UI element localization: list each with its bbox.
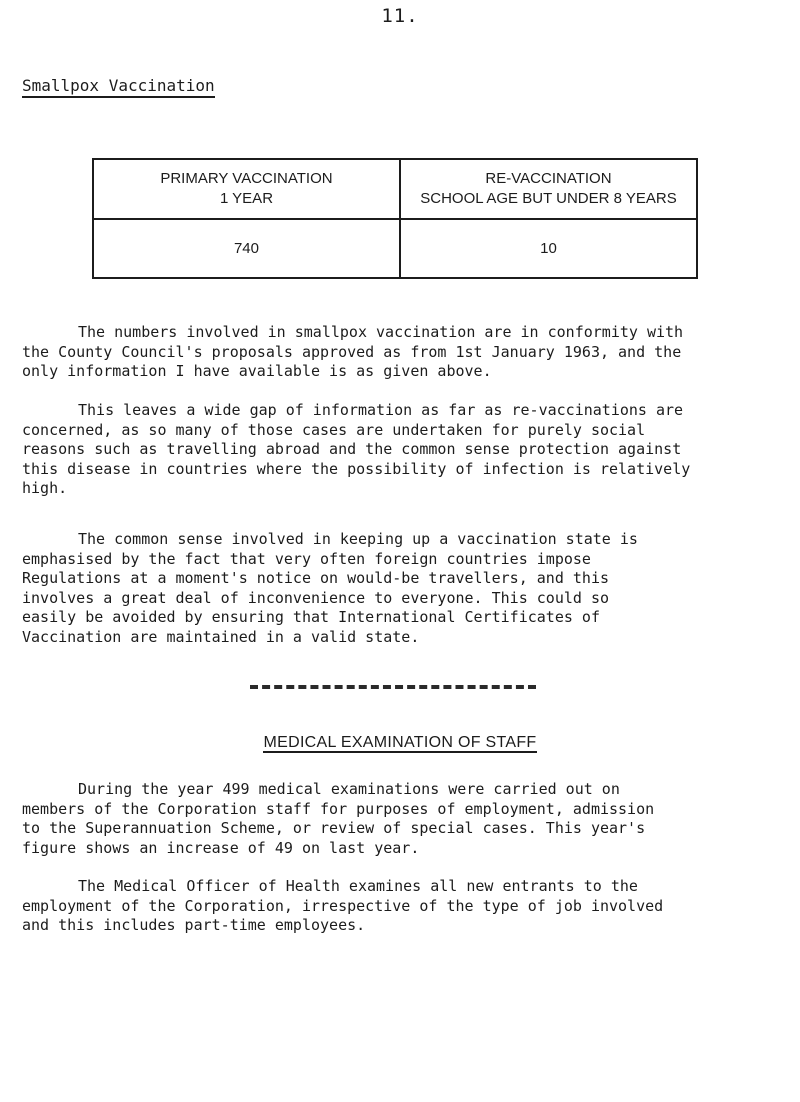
medical-examination-heading <box>0 733 800 752</box>
paragraph-common-sense: The common sense involved in keeping up a vaccination state is emphasised by the fact that very often foreign countries impose Regulations at a moment's notice on would-be travellers, and this involves a great deal of inconvenience to everyone. This could so easily be avoided by ensuring that International Certificates of Vaccination are maintained in a valid state. <box>22 530 638 646</box>
table-row <box>93 219 697 278</box>
primary-vaccination-count: 740 <box>93 219 400 278</box>
primary-vaccination-header <box>93 159 400 219</box>
paragraph-new-entrants: The Medical Officer of Health examines all new entrants to the employment of the Corporation, irrespective of the type of job involved and this includes part-time employees. <box>22 877 664 934</box>
paragraph-numbers: The numbers involved in smallpox vaccination are in conformity with the County Council's proposals approved as from 1st January 1963, and the only information I have available is as given above. <box>22 323 684 380</box>
medical-examination-heading-text: MEDICAL EXAMINATION OF STAFF <box>263 734 537 751</box>
section-divider <box>250 685 536 689</box>
table-header-row <box>93 159 697 219</box>
header-line: RE-VACCINATION <box>485 170 612 187</box>
header-line: PRIMARY VACCINATION <box>160 170 333 187</box>
vaccination-table <box>92 158 698 279</box>
page-number: 11. <box>381 5 419 27</box>
paragraph-examinations: During the year 499 medical examinations were carried out on members of the Corporation staff for purposes of employment, admission to the Superannuation Scheme, or review of special cases. This year's figure shows an increase of 49 on last year. <box>22 780 655 857</box>
re-vaccination-header <box>400 159 697 219</box>
header-line: 1 YEAR <box>219 190 274 207</box>
section-title: Smallpox Vaccination <box>22 76 215 98</box>
paragraph-information-gap: This leaves a wide gap of information as far as re-vaccinations are concerned, as so many of those cases are undertaken for purely social reasons such as travelling abroad and the common sense protection against this disease in countries where the possibility of infection is relatively high. <box>22 401 691 497</box>
header-line: SCHOOL AGE BUT UNDER 8 YEARS <box>420 190 677 207</box>
re-vaccination-count: 10 <box>400 219 697 278</box>
